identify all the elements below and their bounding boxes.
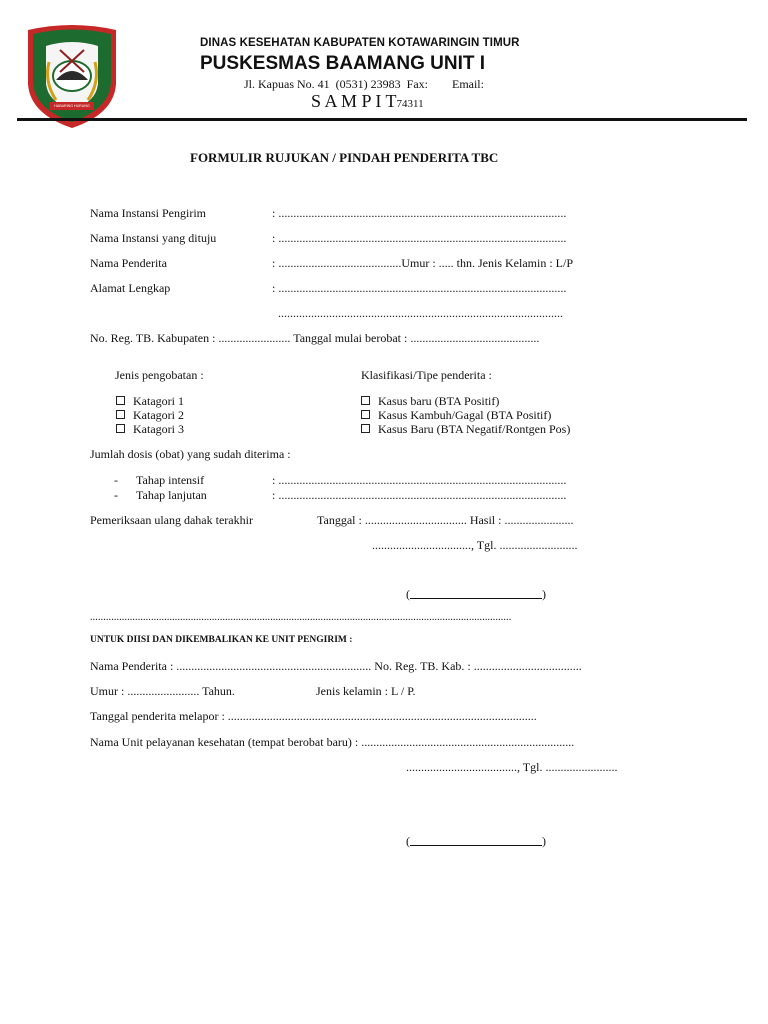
checkbox-label: Katagori 2 [133,408,184,422]
field-return-date-line[interactable]: ....................................., Tgl. ........................ [406,760,618,774]
dash-marker: - [114,488,118,502]
field-nama-penderita[interactable]: : .........................................Umur : ..... thn. Jenis Kelamin : L/P [272,256,573,270]
checkbox-label: Katagori 3 [133,422,184,436]
checkbox-label: Kasus Baru (BTA Negatif/Rontgen Pos) [378,422,571,436]
checkbox-label: Kasus Kambuh/Gagal (BTA Positif) [378,408,552,422]
checkbox-kasus-kambuh-gagal[interactable] [361,408,551,423]
checkbox-icon[interactable] [361,396,370,405]
checkbox-label: Katagori 1 [133,394,184,408]
field-alamat[interactable]: : ................................................................................................ [272,281,567,295]
field-pemeriksaan-tanggal-hasil[interactable]: Tanggal : .................................. Hasil : ....................... [317,513,574,527]
checkbox-kasus-baru-bta-negatif[interactable] [361,422,570,437]
field-return-tanggal-melapor[interactable]: Tanggal penderita melapor : ....................................................................................................... [90,709,537,723]
header-rule [17,118,747,121]
city-name: S A M P I T [311,91,397,111]
checkbox-icon[interactable] [116,396,125,405]
field-alamat-2[interactable]: ............................................................................................... [278,306,563,320]
city-line [311,91,424,112]
label-tahap-lanjutan: Tahap lanjutan [136,488,207,502]
dash-marker: - [114,473,118,487]
field-tahap-lanjutan[interactable]: : ................................................................................................ [272,488,567,502]
signature-close: ) [542,587,546,601]
checkbox-katagori-2[interactable] [116,408,184,423]
signature-line [410,588,542,599]
postcode: 74311 [396,98,424,110]
field-instansi-pengirim[interactable]: : ................................................................................................ [272,206,567,220]
label-instansi-dituju: Nama Instansi yang dituju [90,231,217,245]
field-tahap-intensif[interactable]: : ................................................................................................ [272,473,567,487]
signature-close: ) [542,834,546,848]
label-nama-penderita: Nama Penderita [90,256,167,270]
signature-line [410,835,542,846]
label-jenis-pengobatan: Jenis pengobatan : [115,368,204,382]
checkbox-icon[interactable] [361,410,370,419]
agency-name: DINAS KESEHATAN KABUPATEN KOTAWARINGIN TIMUR [200,37,520,49]
label-jumlah-dosis: Jumlah dosis (obat) yang sudah diterima : [90,447,291,461]
field-return-umur[interactable]: Umur : ........................ Tahun. [90,684,235,698]
field-return-kelamin[interactable]: Jenis kelamin : L / P. [316,684,416,698]
address-line: Jl. Kapuas No. 41 (0531) 23983 Fax: Email: [244,77,484,91]
checkbox-icon[interactable] [116,424,125,433]
checkbox-icon[interactable] [361,424,370,433]
field-return-unit-pelayanan[interactable]: Nama Unit pelayanan kesehatan (tempat berobat baru) : ....................................................................... [90,735,575,749]
field-date-line-1[interactable]: ................................., Tgl. .......................... [372,538,578,552]
puskesmas-title: PUSKESMAS BAAMANG UNIT I [200,53,486,74]
return-section-heading: UNTUK DIISI DAN DIKEMBALIKAN KE UNIT PENGIRIM : [90,635,353,645]
label-pemeriksaan-dahak: Pemeriksaan ulang dahak terakhir [90,513,253,527]
field-return-nama-noreg[interactable]: Nama Penderita : ................................................................. No. Reg. TB. Kab. : .................................... [90,659,582,673]
signature-open: ( [406,587,410,601]
signature-open: ( [406,834,410,848]
separator-dots: ............................................................................................................................................................... [90,612,512,623]
checkbox-katagori-3[interactable] [116,422,184,437]
signature-2[interactable] [406,834,546,849]
field-instansi-dituju[interactable]: : ................................................................................................ [272,231,567,245]
puskesmas-logo [22,22,122,130]
checkbox-kasus-baru-bta-positif[interactable] [361,394,499,409]
label-alamat: Alamat Lengkap [90,281,171,295]
checkbox-icon[interactable] [116,410,125,419]
field-noreg-tanggal[interactable]: No. Reg. TB. Kabupaten : ........................ Tanggal mulai berobat : ........................................... [90,331,540,345]
form-title: FORMULIR RUJUKAN / PINDAH PENDERITA TBC [190,150,499,165]
checkbox-label: Kasus baru (BTA Positif) [378,394,500,408]
checkbox-katagori-1[interactable] [116,394,184,409]
label-klasifikasi: Klasifikasi/Tipe penderita : [361,368,492,382]
label-instansi-pengirim: Nama Instansi Pengirim [90,206,206,220]
signature-1[interactable] [406,587,546,602]
label-tahap-intensif: Tahap intensif [136,473,205,487]
logo-text: HABARING HURUNG [54,104,90,108]
